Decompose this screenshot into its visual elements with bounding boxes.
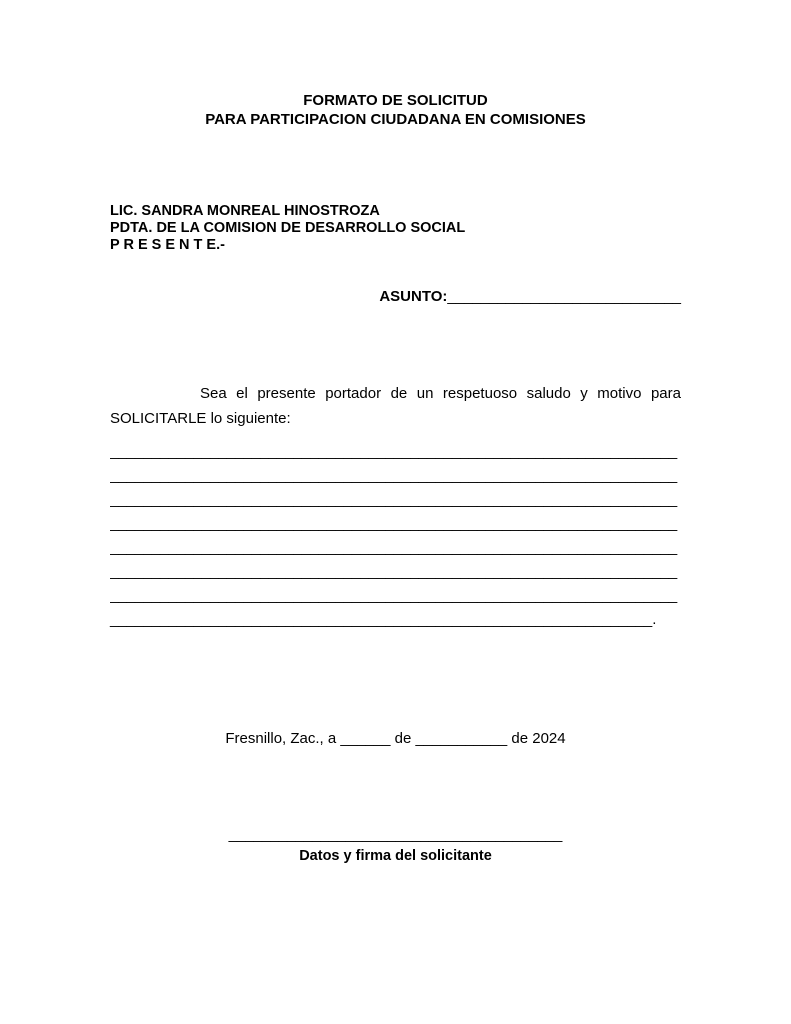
ruled-line: ____________________________________________________________________ — [110, 515, 678, 532]
ruled-line: ____________________________________________________________________ — [110, 587, 678, 604]
subject-line — [110, 288, 681, 305]
body-line-2: SOLICITARLE lo siguiente: — [110, 410, 291, 427]
document-title — [0, 91, 791, 129]
date-line: Fresnillo, Zac., a ______ de ___________ de 2024 — [225, 730, 566, 747]
recipient-role: PDTA. DE LA COMISION DE DESARROLLO SOCIAL — [110, 220, 466, 236]
ruled-line: ____________________________________________________________________ — [110, 563, 678, 580]
body-line-1: Sea el presente portador de un respetuoso saludo y motivo para — [200, 385, 681, 402]
subject-blank-line: ____________________________ — [447, 288, 681, 305]
signature-block — [0, 824, 791, 866]
ruled-line: ____________________________________________________________________ — [110, 491, 678, 508]
title-line-1: FORMATO DE SOLICITUD — [303, 92, 488, 109]
ruled-line: ____________________________________________________________________ — [110, 539, 678, 556]
body-paragraph — [110, 381, 681, 431]
recipient-block — [110, 203, 465, 254]
ruled-lines-block — [110, 440, 681, 632]
subject-label: ASUNTO: — [379, 288, 448, 305]
recipient-presente: P R E S E N T E.- — [110, 237, 225, 253]
signature-caption: Datos y firma del solicitante — [299, 848, 492, 864]
title-line-2: PARA PARTICIPACION CIUDADANA EN COMISIONES — [205, 111, 586, 128]
ruled-line-final: _________________________________________________________________. — [110, 611, 657, 628]
signature-line: ________________________________________ — [228, 826, 563, 843]
recipient-name: LIC. SANDRA MONREAL HINOSTROZA — [110, 203, 380, 219]
ruled-line: ____________________________________________________________________ — [110, 467, 678, 484]
ruled-line: ____________________________________________________________________ — [110, 443, 678, 460]
